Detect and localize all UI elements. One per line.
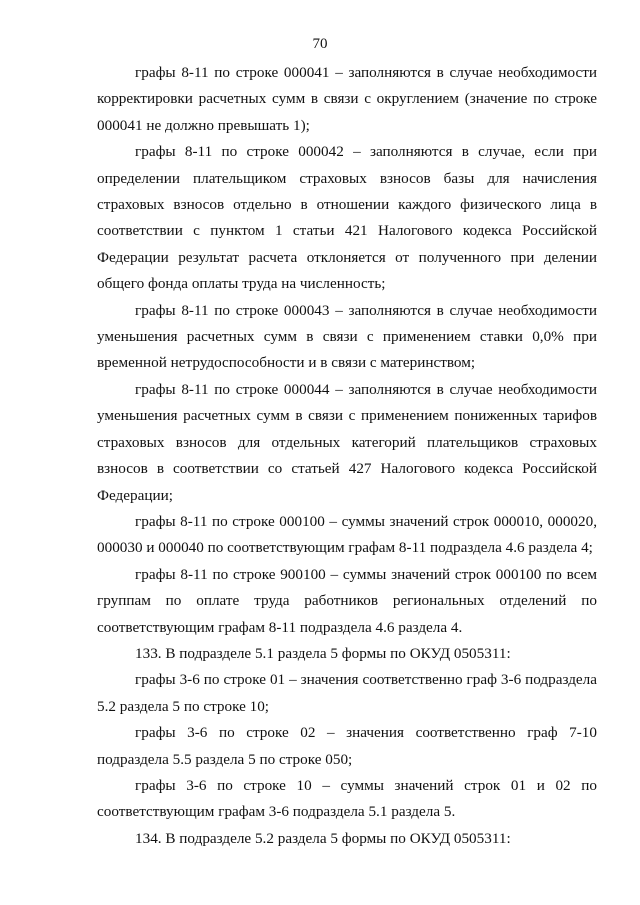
- paragraph-item-134: 134. В подразделе 5.2 раздела 5 формы по ОКУД 0505311:: [135, 829, 511, 847]
- paragraph-row-02: графы 3-6 по строке 02 – значения соответственно граф 7-10 подраздела 5.5 раздела 5 по строке 050;: [97, 724, 597, 768]
- paragraph-row-000043: графы 8-11 по строке 000043 – заполняются в случае необходимости уменьшения расчетных сумм в связи с применением ставки 0,0% при временной нетрудоспособности и в связи с материнством;: [97, 301, 597, 372]
- paragraph-row-10: графы 3-6 по строке 10 – суммы значений строк 01 и 02 по соответствующим графам 3-6 подраздела 5.1 раздела 5.: [97, 776, 597, 821]
- paragraph-row-000041: графы 8-11 по строке 000041 – заполняются в случае необходимости корректировки расчетных сумм в связи с округлением (значение по строке 000041 не должно превышать 1);: [97, 64, 597, 134]
- paragraph-item-133: 133. В подразделе 5.1 раздела 5 формы по ОКУД 0505311:: [135, 644, 511, 662]
- paragraph-row-900100: графы 8-11 по строке 900100 – суммы значений строк 000100 по всем группам по оплате труда работников региональных отделений по соответствующим графам 8-11 подраздела 4.6 раздела 4.: [97, 565, 597, 636]
- paragraph-row-000100: графы 8-11 по строке 000100 – суммы значений строк 000010, 000020, 000030 и 000040 по соответствующим графам 8-11 подраздела 4.6 раздела 4;: [97, 512, 597, 557]
- paragraph-row-000044: графы 8-11 по строке 000044 – заполняются в случае необходимости уменьшения расчетных сумм в связи с применением пониженных тарифов страховых взносов для отдельных категорий плательщиков страховых взносов в соответствии со статьей 427 Налогового кодекса Российской Федерации;: [97, 380, 597, 504]
- document-body: [97, 60, 597, 852]
- paragraph-row-000042: графы 8-11 по строке 000042 – заполняются в случае, если при определении плательщиком страховых взносов базы для начисления страховых взносов отдельно в отношении каждого физического лица в соответствии с пунктом 1 статьи 421 Налогового кодекса Российской Федерации результат расчета отклоняется от полученного при делении общего фонда оплаты труда на численность;: [97, 143, 597, 293]
- page-number: 70: [312, 36, 328, 52]
- paragraph-row-01: графы 3-6 по строке 01 – значения соответственно граф 3-6 подраздела 5.2 раздела 5 по строке 10;: [97, 671, 597, 715]
